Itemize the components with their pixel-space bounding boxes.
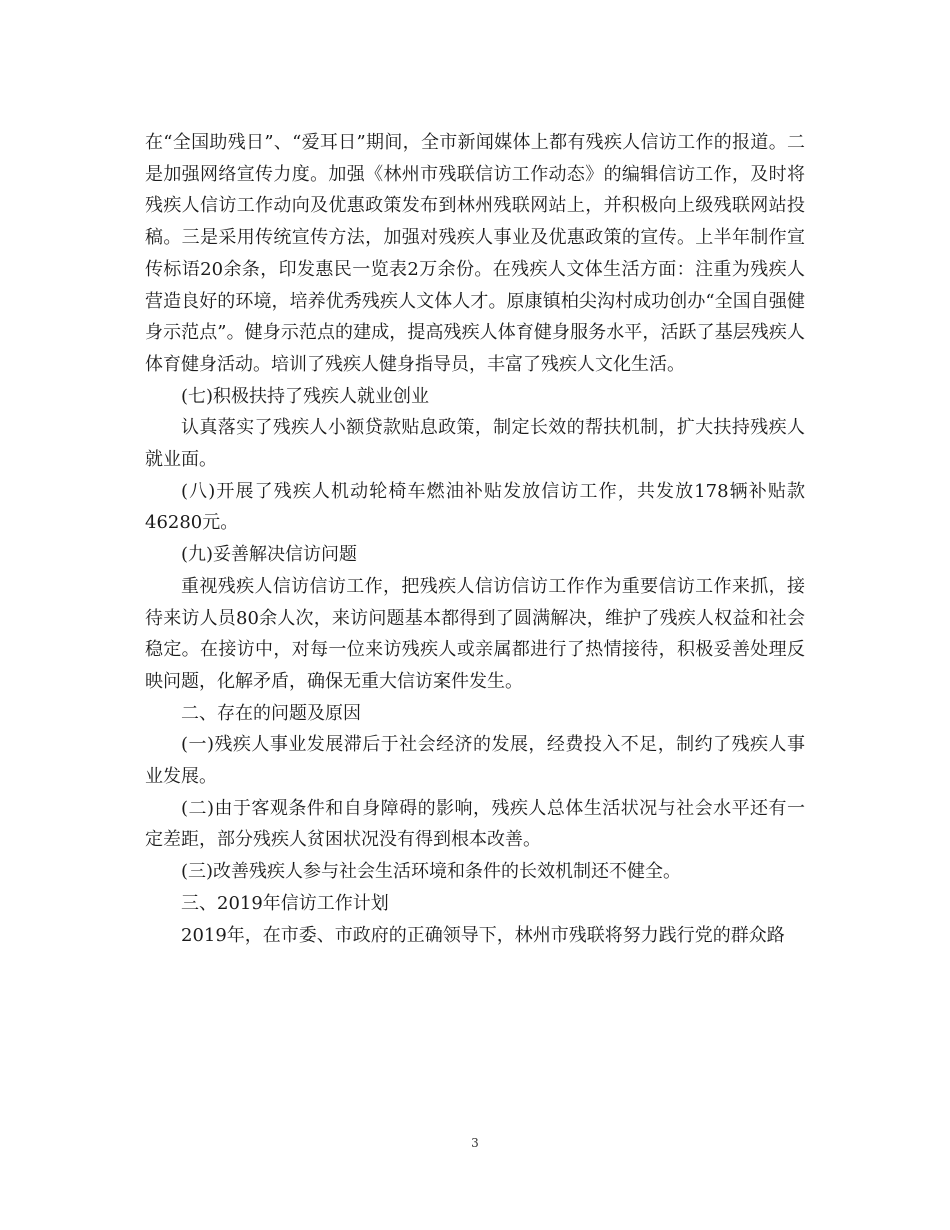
chapter-heading: 三、2019年信访工作计划 xyxy=(181,892,389,914)
page-number: 3 xyxy=(471,1136,479,1150)
paragraph: (二)由于客观条件和自身障碍的影响，残疾人总体生活状况与社会水平还有一定差距，部分残疾人贫困状况没有得到根本改善。 xyxy=(145,797,805,851)
paragraph: 在“全国助残日”、“爱耳日”期间，全市新闻媒体上都有残疾人信访工作的报道。二是加强网络宣传力度。加强《林州市残联信访工作动态》的编辑信访工作，及时将残疾人信访工作动向及优惠政策发布到林州残联网站上，并积极向上级残联网站投稿。三是采用传统宣传方法，加强对残疾人事业及优惠政策的宣传。上半年制作宣传标语20余条，印发惠民一览表2万余份。在残疾人文体生活方面：注重为残疾人营造良好的环境，培养优秀残疾人文体人才。原康镇柏尖沟村成功创办“全国自强健身示范点”。健身示范点的建成，提高残疾人体育健身服务水平，活跃了基层残疾人体育健身活动。培训了残疾人健身指导员，丰富了残疾人文化生活。 xyxy=(145,132,805,375)
section-heading: (九)妥善解决信访问题 xyxy=(181,544,358,566)
paragraph: (一)残疾人事业发展滞后于社会经济的发展，经费投入不足，制约了残疾人事业发展。 xyxy=(145,734,805,788)
paragraph: 认真落实了残疾人小额贷款贴息政策，制定长效的帮扶机制，扩大扶持残疾人就业面。 xyxy=(145,417,805,471)
section-heading: (七)积极扶持了残疾人就业创业 xyxy=(181,385,430,407)
paragraph: 重视残疾人信访信访工作，把残疾人信访信访工作作为重要信访工作来抓，接待来访人员80余人次，来访问题基本都得到了圆满解决，维护了残疾人权益和社会稳定。在接访中，对每一位来访残疾人或亲属都进行了热情接待，积极妥善处理反映问题，化解矛盾，确保无重大信访案件发生。 xyxy=(145,575,805,692)
paragraph: 2019年，在市委、市政府的正确领导下，林州市残联将努力践行党的群众路 xyxy=(181,924,785,946)
document-body xyxy=(145,127,805,951)
paragraph: (三)改善残疾人参与社会生活环境和条件的长效机制还不健全。 xyxy=(181,861,682,883)
section-heading: (八)开展了残疾人机动轮椅车燃油补贴发放信访工作，共发放178辆补贴款46280元。 xyxy=(145,480,805,534)
chapter-heading: 二、存在的问题及原因 xyxy=(181,702,361,724)
